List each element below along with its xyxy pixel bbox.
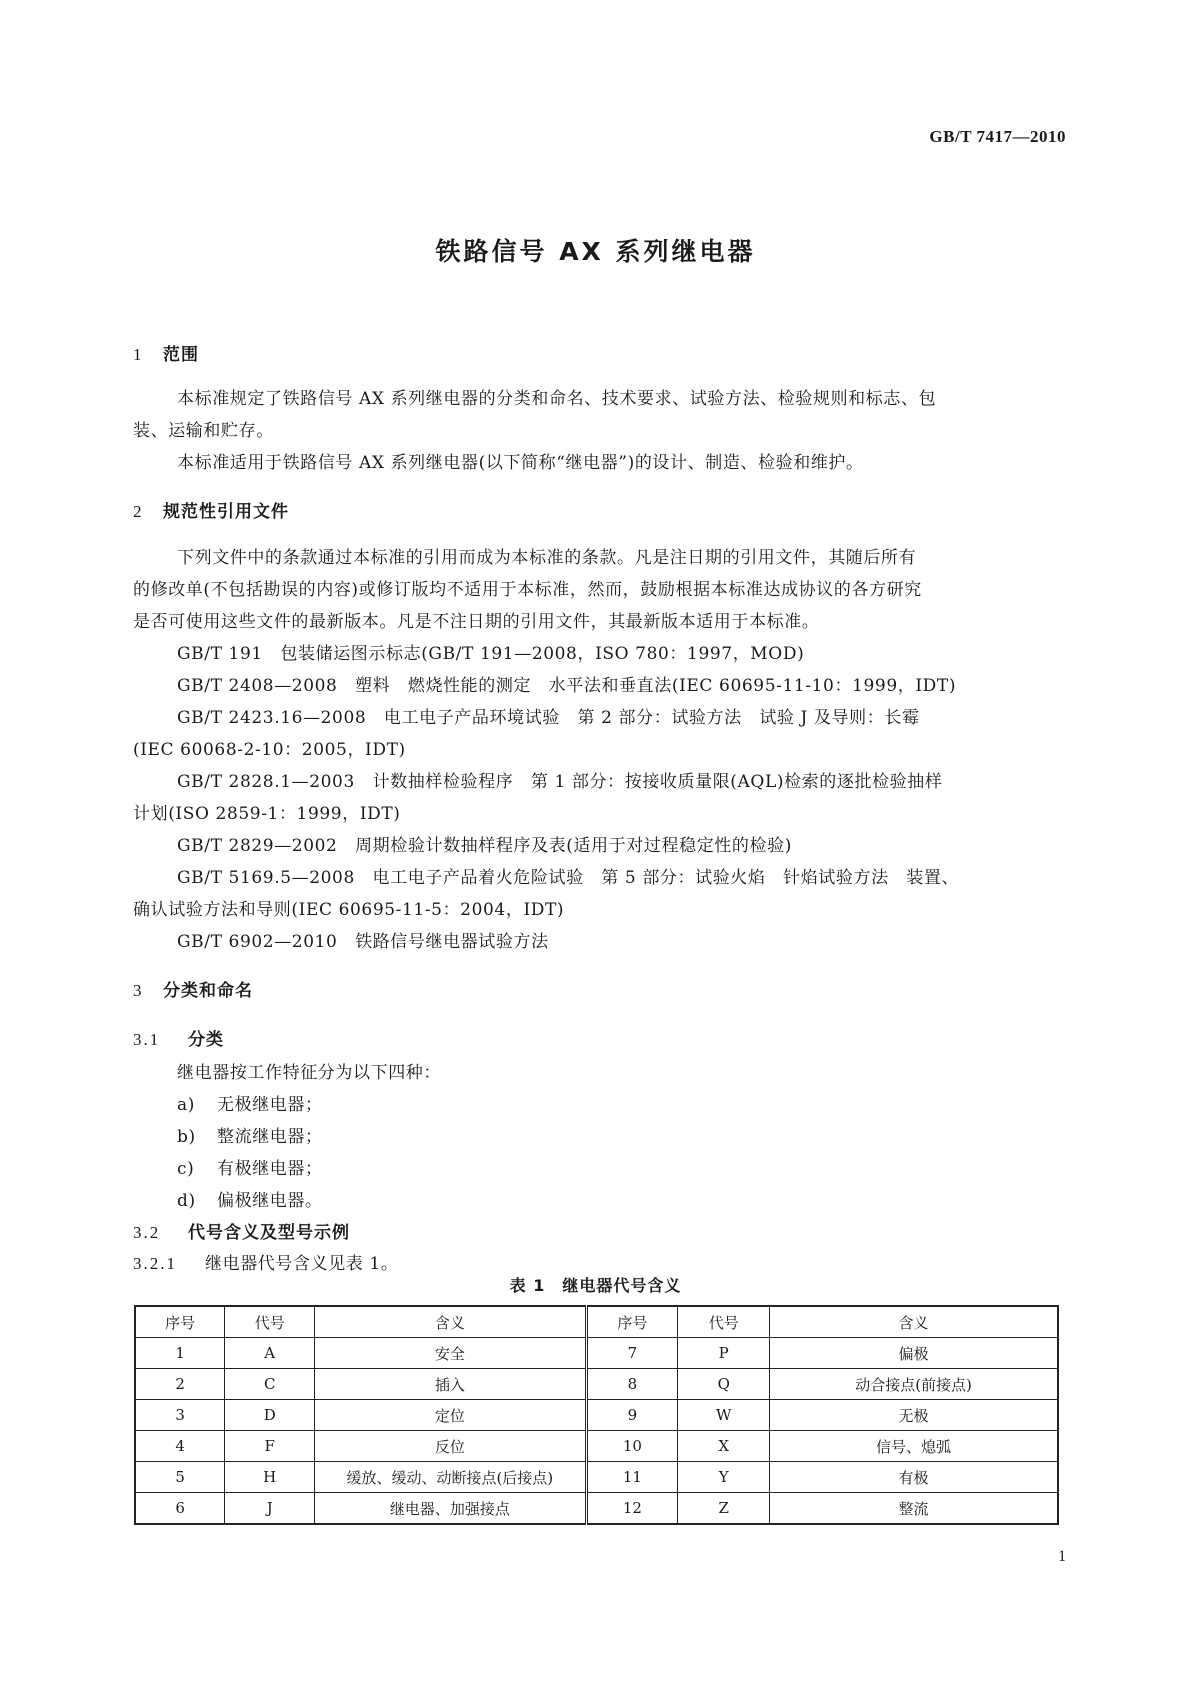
table-cell: D — [225, 1400, 315, 1431]
subsection-title: 分类 — [188, 1030, 224, 1050]
table-cell: 反位 — [315, 1431, 586, 1462]
reference-item-continuation: (IEC 60068-2-10：2005，IDT) — [133, 740, 406, 760]
table-row — [135, 1431, 1058, 1462]
reference-item: GB/T 2828.1—2003 计数抽样检验程序 第 1 部分：按接收质量限(AQL)检索的逐批检验抽样 — [177, 772, 943, 792]
table-cell: 安全 — [315, 1338, 586, 1369]
table-cell: F — [225, 1431, 315, 1462]
reference-item: GB/T 6902—2010 铁路信号继电器试验方法 — [177, 932, 549, 952]
table-cell: P — [678, 1338, 770, 1369]
subsection-3-2-heading — [133, 1218, 350, 1243]
table-header-row — [135, 1306, 1058, 1338]
list-item-text: 整流继电器； — [217, 1127, 323, 1147]
table-row — [135, 1369, 1058, 1400]
table-cell: 12 — [586, 1493, 678, 1525]
section-title: 分类和命名 — [163, 981, 253, 1001]
standard-code: GB/T 7417—2010 — [929, 127, 1066, 146]
reference-item-continuation: 计划(ISO 2859-1：1999，IDT) — [133, 804, 401, 824]
section-2-heading — [133, 497, 289, 522]
subsection-number: 3.2 — [133, 1223, 161, 1242]
list-marker: a) — [177, 1095, 195, 1115]
table-cell: J — [225, 1493, 315, 1525]
list-marker: b) — [177, 1127, 196, 1147]
table-cell: A — [225, 1338, 315, 1369]
table-cell: 无极 — [770, 1400, 1058, 1431]
section-1-heading — [133, 340, 199, 365]
table-cell: 4 — [135, 1431, 225, 1462]
table-cell: X — [678, 1431, 770, 1462]
table-cell: 动合接点(前接点) — [770, 1369, 1058, 1400]
table-cell: 11 — [586, 1462, 678, 1493]
table-row — [135, 1462, 1058, 1493]
list-item-text: 偏极继电器。 — [217, 1191, 323, 1211]
subsection-3-1-heading — [133, 1025, 224, 1050]
table-cell: Q — [678, 1369, 770, 1400]
header-cell: 含义 — [315, 1306, 586, 1338]
table-cell: 偏极 — [770, 1338, 1058, 1369]
clause-3-2-1 — [133, 1249, 398, 1274]
header-cell: 含义 — [770, 1306, 1058, 1338]
list-item-text: 有极继电器； — [217, 1159, 323, 1179]
table-cell: 10 — [586, 1431, 678, 1462]
table-cell: C — [225, 1369, 315, 1400]
table-cell: Z — [678, 1493, 770, 1525]
table-cell: 1 — [135, 1338, 225, 1369]
table-cell: 9 — [586, 1400, 678, 1431]
list-item — [177, 1090, 323, 1115]
section-title: 规范性引用文件 — [163, 502, 289, 522]
table-row — [135, 1493, 1058, 1525]
reference-item: GB/T 191 包装储运图示标志(GB/T 191—2008，ISO 780：1997，MOD) — [177, 644, 805, 664]
table-cell: H — [225, 1462, 315, 1493]
list-marker: d) — [177, 1191, 196, 1211]
paragraph-line: 本标准适用于铁路信号 AX 系列继电器(以下简称“继电器”)的设计、制造、检验和维护。 — [177, 453, 864, 473]
list-item-text: 无极继电器； — [217, 1095, 323, 1115]
table-cell: Y — [678, 1462, 770, 1493]
list-item — [177, 1186, 323, 1211]
clause-number: 3.2.1 — [133, 1254, 177, 1273]
document-title: 铁路信号 AX 系列继电器 — [435, 237, 756, 266]
list-item — [177, 1122, 323, 1147]
table-cell: 整流 — [770, 1493, 1058, 1525]
table-cell: 6 — [135, 1493, 225, 1525]
table-cell: 5 — [135, 1462, 225, 1493]
section-number: 1 — [133, 345, 143, 364]
table-cell: 7 — [586, 1338, 678, 1369]
section-number: 2 — [133, 502, 143, 521]
paragraph-line: 是否可使用这些文件的最新版本。凡是不注日期的引用文件，其最新版本适用于本标准。 — [133, 612, 820, 632]
reference-item: GB/T 2829—2002 周期检验计数抽样程序及表(适用于对过程稳定性的检验) — [177, 836, 792, 856]
clause-text: 继电器代号含义见表 1。 — [205, 1254, 399, 1274]
subsection-number: 3.1 — [133, 1030, 161, 1049]
table-cell: 8 — [586, 1369, 678, 1400]
table-cell: 信号、熄弧 — [770, 1431, 1058, 1462]
header-cell: 代号 — [225, 1306, 315, 1338]
list-marker: c) — [177, 1159, 195, 1179]
section-3-heading — [133, 976, 253, 1001]
paragraph-line: 本标准规定了铁路信号 AX 系列继电器的分类和命名、技术要求、试验方法、检验规则和标志、包 — [177, 389, 937, 409]
paragraph-line: 装、运输和贮存。 — [133, 421, 274, 441]
table-cell: 2 — [135, 1369, 225, 1400]
table-cell: W — [678, 1400, 770, 1431]
subsection-title: 代号含义及型号示例 — [188, 1223, 350, 1243]
table-row — [135, 1338, 1058, 1369]
reference-item-continuation: 确认试验方法和导则(IEC 60695-11-5：2004，IDT) — [133, 900, 565, 920]
table-cell: 继电器、加强接点 — [315, 1493, 586, 1525]
table-cell: 插入 — [315, 1369, 586, 1400]
paragraph-line: 下列文件中的条款通过本标准的引用而成为本标准的条款。凡是注日期的引用文件，其随后所有 — [177, 548, 917, 568]
list-item — [177, 1154, 323, 1179]
section-title: 范围 — [163, 345, 199, 365]
table-caption: 表 1 继电器代号含义 — [509, 1276, 682, 1295]
reference-item: GB/T 5169.5—2008 电工电子产品着火危险试验 第 5 部分：试验火焰 针焰试验方法 装置、 — [177, 868, 960, 888]
header-cell: 代号 — [678, 1306, 770, 1338]
header-cell: 序号 — [586, 1306, 678, 1338]
table-cell: 定位 — [315, 1400, 586, 1431]
code-meaning-table — [134, 1305, 1059, 1525]
table-row — [135, 1400, 1058, 1431]
reference-item: GB/T 2408—2008 塑料 燃烧性能的测定 水平法和垂直法(IEC 60695-11-10：1999，IDT) — [177, 676, 957, 696]
section-number: 3 — [133, 981, 143, 1000]
table-cell: 缓放、缓动、动断接点(后接点) — [315, 1462, 586, 1493]
page-number: 1 — [1058, 1548, 1066, 1565]
table-cell: 3 — [135, 1400, 225, 1431]
paragraph-line: 继电器按工作特征分为以下四种： — [177, 1063, 441, 1083]
header-cell: 序号 — [135, 1306, 225, 1338]
reference-item: GB/T 2423.16—2008 电工电子产品环境试验 第 2 部分：试验方法 试验 J 及导则：长霉 — [177, 708, 920, 728]
table-cell: 有极 — [770, 1462, 1058, 1493]
paragraph-line: 的修改单(不包括勘误的内容)或修订版均不适用于本标准，然而，鼓励根据本标准达成协议的各方研究 — [133, 580, 922, 600]
